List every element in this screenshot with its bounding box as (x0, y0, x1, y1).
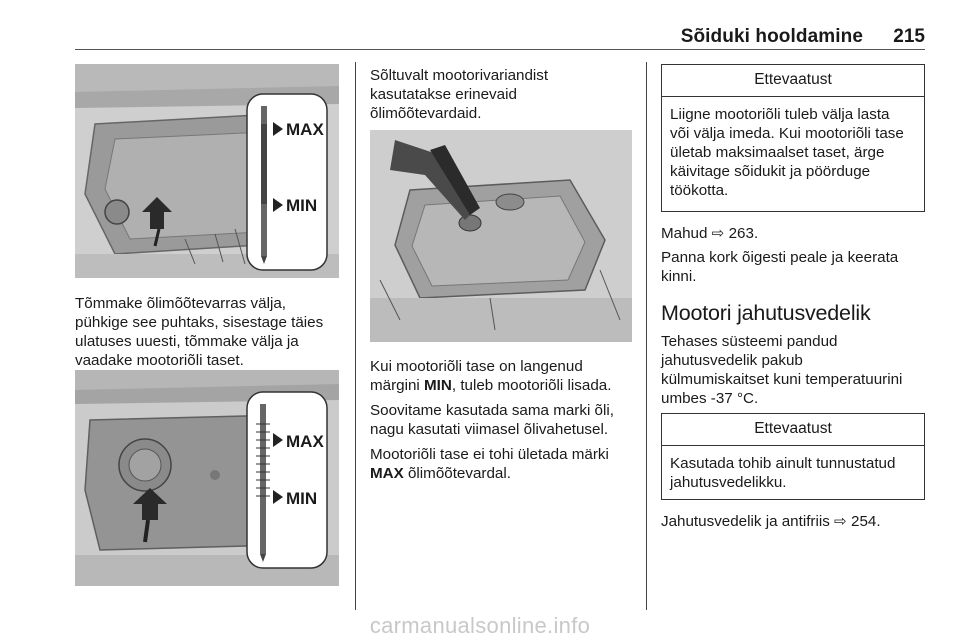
paragraph-cap: Panna kork õigesti peale ja keerata kinni. (661, 249, 899, 285)
warning-text-2: Kasutada tohib ainult tunnustatud jahutusvedelikku. (670, 455, 896, 491)
max-label-2: MAX (286, 432, 324, 451)
warning-box-1 (661, 64, 925, 212)
section-title-coolant: Mootori jahutusvedelik (661, 301, 871, 325)
paragraph-coolant: Tehases süsteemi pandud jahutusvedelik pakub külmumiskaitset kuni temperatuurini umbes -37 °C. (661, 333, 903, 407)
min-label-2: MIN (286, 489, 318, 508)
paragraph-engine-variants: Sõltuvalt mootorivariandist kasutatakse erinevaid õlimõõtevardaid. (370, 67, 549, 122)
figure-oil-fill (370, 130, 632, 342)
max-label: MAX (286, 120, 324, 139)
warning-title-2: Ettevaatust (662, 414, 924, 446)
warning-box-2 (661, 413, 925, 500)
min-label: MIN (286, 196, 318, 215)
coolant-reference: Jahutusvedelik ja antifriis ⇨ 254. (661, 513, 881, 530)
watermark: carmanualsonline.info (369, 613, 591, 638)
page-header (75, 26, 925, 48)
paragraph-min-level: Kui mootoriõli tase on langenud märgini MIN, tuleb mootoriõli lisada. (370, 358, 612, 394)
header-title: Sõiduki hooldamine (680, 26, 863, 47)
figure-dipstick-1 (75, 64, 339, 278)
paragraph-same-brand: Soovitame kasutada sama marki õli, nagu kasutati viimasel õlivahetusel. (370, 402, 614, 438)
column-divider-1 (355, 62, 356, 610)
paragraph-dipstick-check: Tõmmake õlimõõtevarras välja, pühkige see puhtaks, sisestage täies ulatuses uuesti, tõmmake välja ja vaadake mootoriõli taset. (75, 295, 324, 369)
paragraph-max-level: Mootoriõli tase ei tohi ületada märki MAX õlimõõtevardal. (370, 446, 609, 482)
figure-dipstick-2 (75, 370, 339, 586)
warning-title: Ettevaatust (662, 65, 924, 97)
page-number: 215 (893, 26, 925, 47)
column-divider-2 (646, 62, 647, 610)
header-rule (75, 49, 925, 50)
warning-text: Liigne mootoriõli tuleb välja lasta või välja imeda. Kui mootoriõli tase ületab maksimaalset taset, ärge käivitage sõidukit ja pöörduge töökotta. (670, 106, 904, 199)
capacity-reference: Mahud ⇨ 263. (661, 225, 759, 242)
